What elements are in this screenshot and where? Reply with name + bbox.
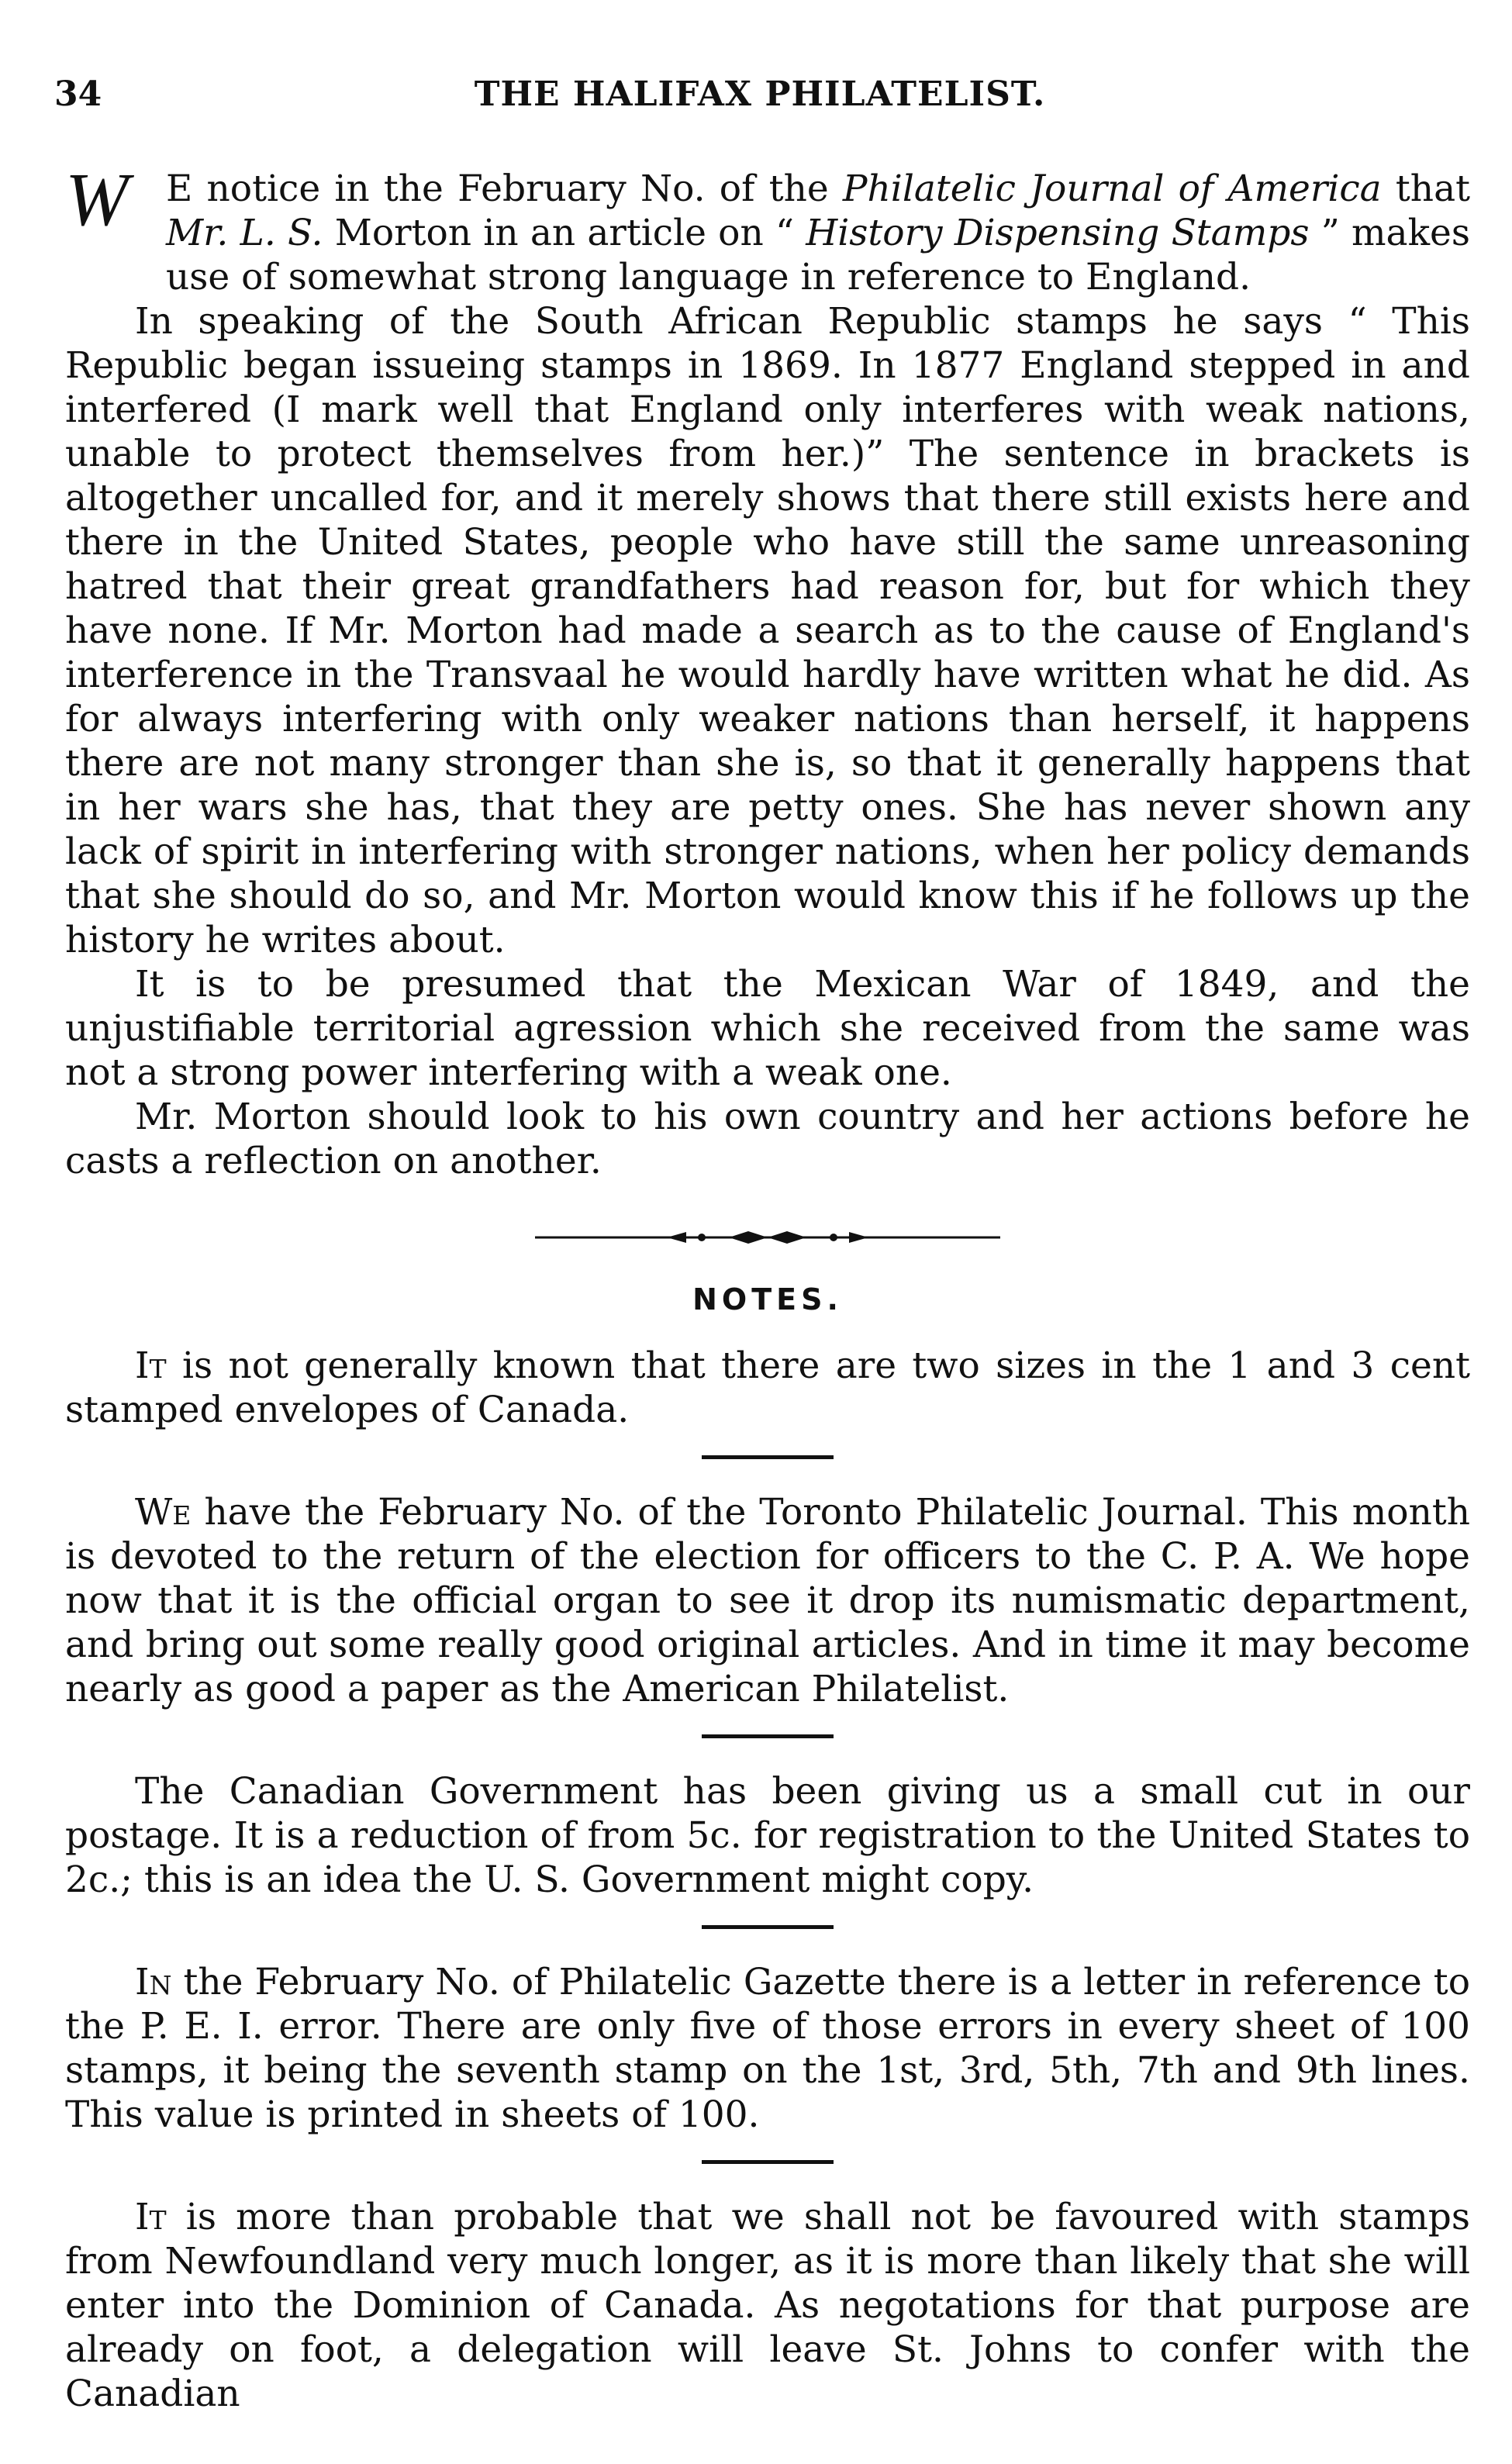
article-paragraph-4: Mr. Morton should look to his own country and her actions before he casts a reflection on another. xyxy=(65,1096,1470,1182)
article-paragraph-1 xyxy=(65,158,1470,299)
divider-ornament-icon xyxy=(535,1228,1000,1247)
p1-text-b: that xyxy=(1381,167,1470,210)
note-1-text: is not generally known that there are two sizes in the 1 and 3 cent stamped envelopes of Canada. xyxy=(65,1344,1470,1431)
note-separator xyxy=(702,1455,834,1459)
drop-cap-letter: W xyxy=(65,158,129,242)
note-3: The Canadian Government has been giving us a small cut in our postage. It is a reduction of from 5c. for registration to the United States to 2c.; this is an idea the U. S. Government might copy. xyxy=(65,1770,1470,1901)
note-1-lead: It xyxy=(135,1344,167,1387)
page-number: 34 xyxy=(54,74,102,114)
notes-heading: NOTES. xyxy=(692,1282,843,1317)
article-paragraph-2: In speaking of the South African Republic stamps he says “ This Republic began issueing stamps in 1869. In 1877 England stepped in and interfered (I mark well that England only interferes with weak nations, unable to protect themselves from her.)” The sentence in brackets is altogether uncalled for, and it merely shows that there still exists here and there in the United States, people who have still the same unreasoning hatred that their great grandfathers had reason for, but for which they have none. If Mr. Morton had made a search as to the cause of England's interference in the Transvaal he would hardly have written what he did. As for always interfering with only weaker nations than herself, it happens there are not many stronger than she is, so that it generally happens that in her wars she has, that they are petty ones. She has never shown any lack of spirit in interfering with stronger nations, when her policy demands that she should do so, and Mr. Morton would know this if he follows up the history he writes about. xyxy=(65,300,1470,961)
note-2 xyxy=(65,1490,1470,1711)
p1-text-a: E notice in the February No. of the xyxy=(166,167,843,210)
note-separator xyxy=(702,2160,834,2164)
note-4-lead: In xyxy=(135,1961,172,2003)
note-2-text: have the February No. of the Toronto Philatelic Journal. This month is devoted to the return of the election for officers to the C. P. A. We hope now that it is the official organ to see it drop its numismatic department, and bring out some really good original articles. And in time it may become nearly as good a paper as the American Philatelist. xyxy=(65,1491,1470,1710)
article-title: History Dispensing Stamps xyxy=(806,212,1310,254)
note-5-text: is more than probable that we shall not be favoured with stamps from Newfoundland very much longer, as it is more than likely that she will enter into the Dominion of Canada. As negotations for that purpose are already on foot, a delegation will leave St. Johns to confer with the Canadian xyxy=(65,2196,1470,2415)
note-5-lead: It xyxy=(135,2196,167,2238)
note-separator xyxy=(702,1734,834,1738)
note-separator xyxy=(702,1925,834,1929)
note-2-lead: We xyxy=(135,1491,192,1534)
p1-text-d: ” makes use of somewhat strong language in reference to England. xyxy=(166,212,1470,299)
article-paragraph-3: It is to be presumed that the Mexican War of 1849, and the unjustifiable territorial agression which she received from the same was not a strong power interfering with a weak one. xyxy=(65,963,1470,1094)
page-header xyxy=(54,74,1465,121)
running-title: THE HALIFAX PHILATELIST. xyxy=(474,74,1046,114)
section-divider-ornament xyxy=(535,1228,1000,1247)
note-1 xyxy=(65,1344,1470,1432)
note-5 xyxy=(65,2195,1470,2416)
note-4 xyxy=(65,1960,1470,2137)
author-initials: Mr. L. S. xyxy=(166,212,323,254)
journal-title: Philatelic Journal of America xyxy=(842,167,1382,210)
p1-text-c: Morton in an article on “ xyxy=(323,212,806,254)
note-4-text: the February No. of Philatelic Gazette there is a letter in reference to the P. E. I. error. There are only five of those errors in every sheet of 100 stamps, it being the seventh stamp on the 1st, 3rd, 5th, 7th and 9th lines. This value is printed in sheets of 100. xyxy=(65,1961,1470,2136)
page-body xyxy=(65,158,1470,2416)
